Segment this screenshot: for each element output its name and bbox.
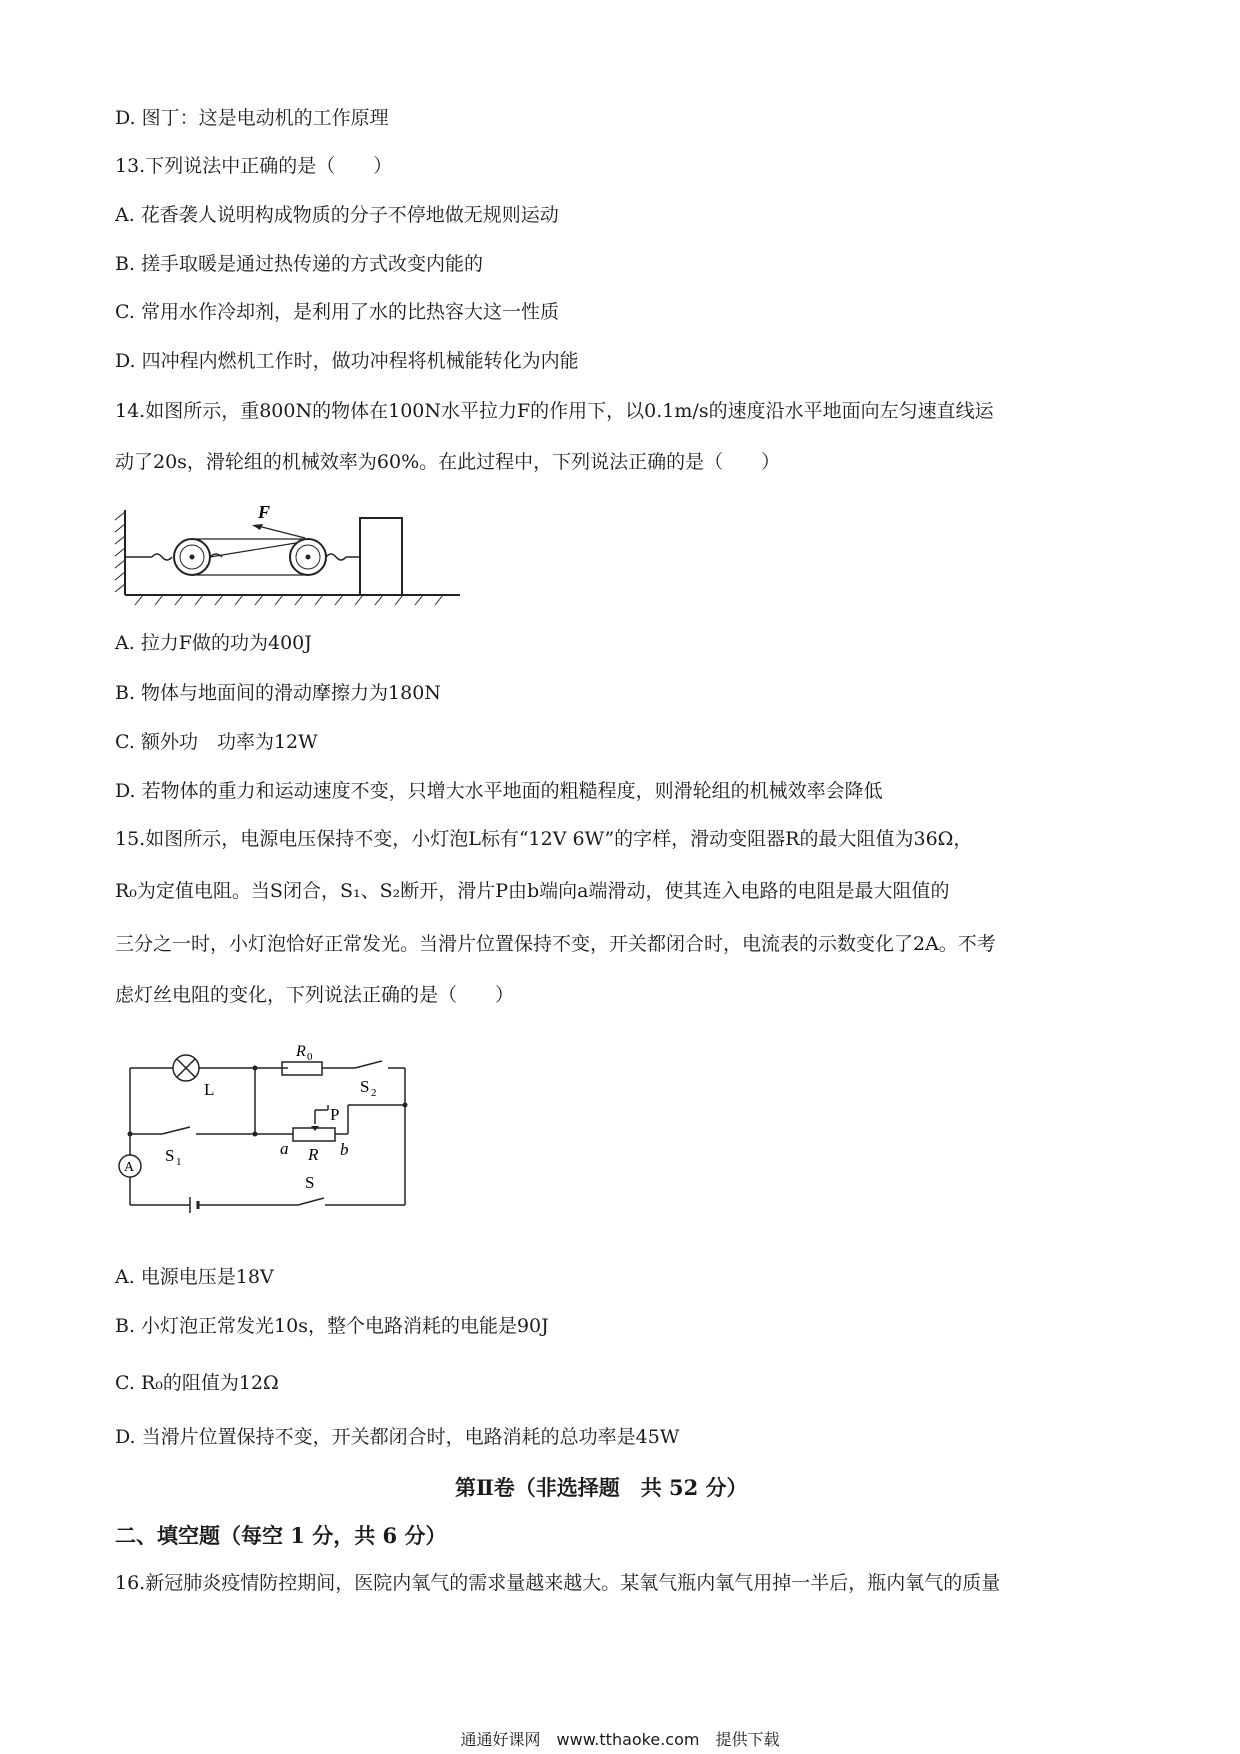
pulley-figure bbox=[110, 500, 470, 610]
r-label: R bbox=[308, 1145, 319, 1164]
q15-stem-line2: R₀为定值电阻。当S闭合，S₁、S₂断开，滑片P由b端向a端滑动，使其连入电路的电阻是最大阻值的 bbox=[115, 880, 950, 902]
q14-option-d: D. 若物体的重力和运动速度不变，只增大水平地面的粗糙程度，则滑轮组的机械效率会降低 bbox=[115, 780, 883, 802]
q15-stem-line3: 三分之一时，小灯泡恰好正常发光。当滑片位置保持不变，开关都闭合时，电流表的示数变化了2A。不考 bbox=[115, 933, 996, 955]
q13-option-b: B. 搓手取暖是通过热传递的方式改变内能的 bbox=[115, 253, 484, 275]
q15-stem-line1: 15.如图所示，电源电压保持不变，小灯泡L标有“12V 6W”的字样，滑动变阻器R的最大阻值为36Ω， bbox=[115, 828, 973, 850]
q14-stem-line2: 动了20s，滑轮组的机械效率为60%。在此过程中，下列说法正确的是（ ） bbox=[115, 451, 781, 473]
q13-option-c: C. 常用水作冷却剂，是利用了水的比热容大这一性质 bbox=[115, 301, 559, 323]
p-label: P bbox=[330, 1105, 340, 1124]
q16-stem: 16.新冠肺炎疫情防控期间，医院内氧气的需求量越来越大。某氧气瓶内氧气用掉一半后，瓶内氧气的质量 bbox=[115, 1572, 1001, 1594]
ammeter-label: A bbox=[124, 1160, 135, 1175]
q13-stem: 13.下列说法中正确的是（ ） bbox=[115, 155, 393, 177]
circuit-figure bbox=[110, 1040, 430, 1240]
r0-sub: 0 bbox=[307, 1051, 313, 1063]
s1-label: S bbox=[165, 1146, 175, 1165]
lamp-label: L bbox=[204, 1080, 215, 1099]
q15-stem-line4: 虑灯丝电阻的变化，下列说法正确的是（ ） bbox=[115, 984, 515, 1006]
q14-stem-line1: 14.如图所示，重800N的物体在100N水平拉力F的作用下，以0.1m/s的速度沿水平地面向左匀速直线运 bbox=[115, 400, 994, 422]
s2-sub: 2 bbox=[371, 1087, 377, 1099]
q13-option-a: A. 花香袭人说明构成物质的分子不停地做无规则运动 bbox=[115, 204, 559, 226]
force-label: F bbox=[258, 502, 271, 522]
r0-label: R bbox=[296, 1043, 306, 1060]
part2-title: 第Ⅱ卷（非选择题 共 52 分） bbox=[455, 1475, 748, 1500]
s2-label: S bbox=[360, 1077, 370, 1096]
s1-sub: 1 bbox=[176, 1156, 182, 1168]
q15-option-d: D. 当滑片位置保持不变，开关都闭合时，电路消耗的总功率是45W bbox=[115, 1426, 680, 1448]
a-label: a bbox=[280, 1139, 289, 1158]
s-label: S bbox=[305, 1173, 315, 1192]
option-d-prev: D. 图丁：这是电动机的工作原理 bbox=[115, 107, 389, 129]
page-footer: 通通好课网 www.tthaoke.com 提供下载 bbox=[460, 1730, 780, 1749]
q15-option-a: A. 电源电压是18V bbox=[115, 1266, 274, 1288]
q13-option-d: D. 四冲程内燃机工作时，做功冲程将机械能转化为内能 bbox=[115, 350, 579, 372]
q15-option-b: B. 小灯泡正常发光10s，整个电路消耗的电能是90J bbox=[115, 1315, 549, 1337]
q14-option-b: B. 物体与地面间的滑动摩擦力为180N bbox=[115, 682, 441, 704]
section2-title: 二、填空题（每空 1 分，共 6 分） bbox=[115, 1523, 447, 1548]
q15-option-c: C. R₀的阻值为12Ω bbox=[115, 1372, 279, 1394]
b-label: b bbox=[340, 1140, 349, 1159]
q14-option-a: A. 拉力F做的功为400J bbox=[115, 632, 312, 654]
q14-option-c: C. 额外功 功率为12W bbox=[115, 731, 318, 753]
